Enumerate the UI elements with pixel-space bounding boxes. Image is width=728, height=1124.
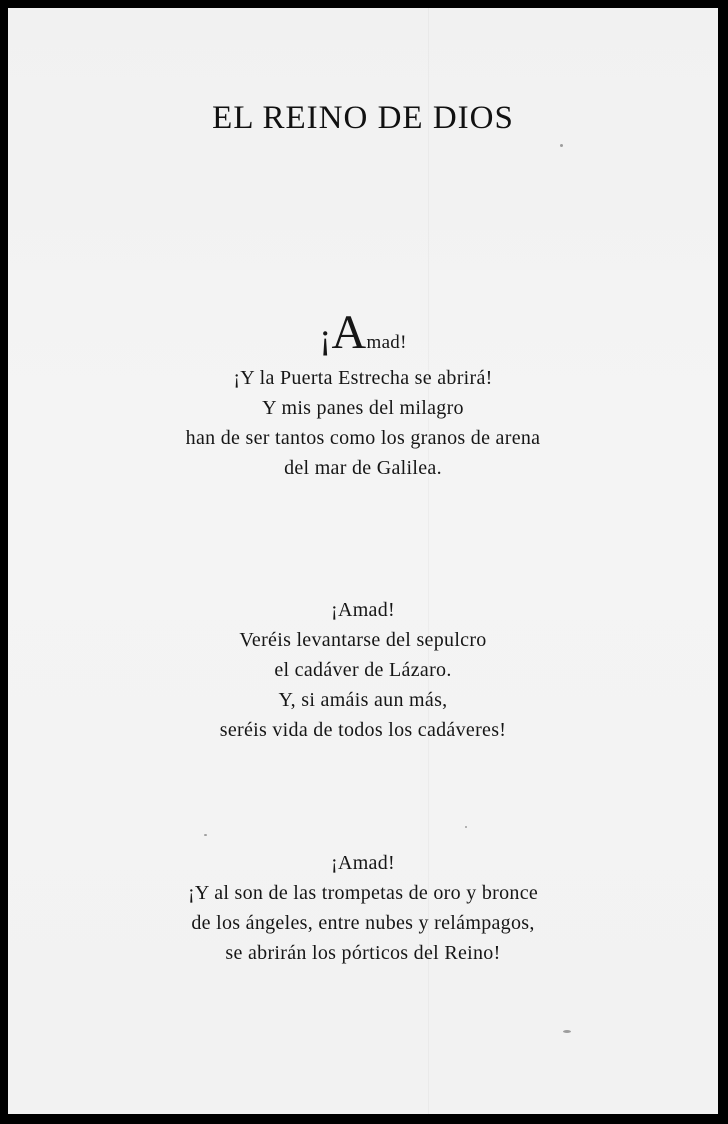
stanza-3-line-1: ¡Amad! xyxy=(331,852,395,874)
stanza-2-line-3: el cadáver de Lázaro. xyxy=(274,659,452,681)
stanza-2-line-4: Y, si amáis aun más, xyxy=(278,689,448,711)
stanza-2 xyxy=(8,595,718,745)
stanza-1-opening xyxy=(8,306,718,363)
stanza-1-line-5: del mar de Galilea. xyxy=(284,457,442,479)
stanza-3-line-4: se abrirán los pórticos del Reino! xyxy=(225,942,501,964)
paper-speck xyxy=(204,834,207,836)
stanza-2-line-1: ¡Amad! xyxy=(331,599,395,621)
stanza-1 xyxy=(8,306,718,483)
stanza-3-line-2: ¡Y al son de las trompetas de oro y bronce xyxy=(187,882,539,904)
paper-speck xyxy=(465,826,467,828)
stanza-3-line-3: de los ángeles, entre nubes y relámpagos, xyxy=(191,912,535,934)
stanza-2-line-5: seréis vida de todos los cadáveres! xyxy=(219,719,507,741)
stanza-1-line-2: ¡Y la Puerta Estrecha se abrirá! xyxy=(233,367,493,389)
dropcap-exclamation: ¡ xyxy=(319,316,332,356)
stanza-1-line-3: Y mis panes del milagro xyxy=(262,397,464,419)
stanza-2-line-2: Veréis levantarse del sepulcro xyxy=(239,629,487,651)
paper-speck xyxy=(560,144,563,147)
poem-title: EL REINO DE DIOS xyxy=(212,100,514,136)
dropcap-letter: A xyxy=(331,306,367,359)
paper-speck xyxy=(563,1030,571,1033)
dropcap-rest: mad! xyxy=(366,332,407,353)
stanza-1-line-4: han de ser tantos como los granos de arena xyxy=(185,427,541,449)
stanza-3 xyxy=(8,848,718,968)
book-page xyxy=(8,8,718,1114)
